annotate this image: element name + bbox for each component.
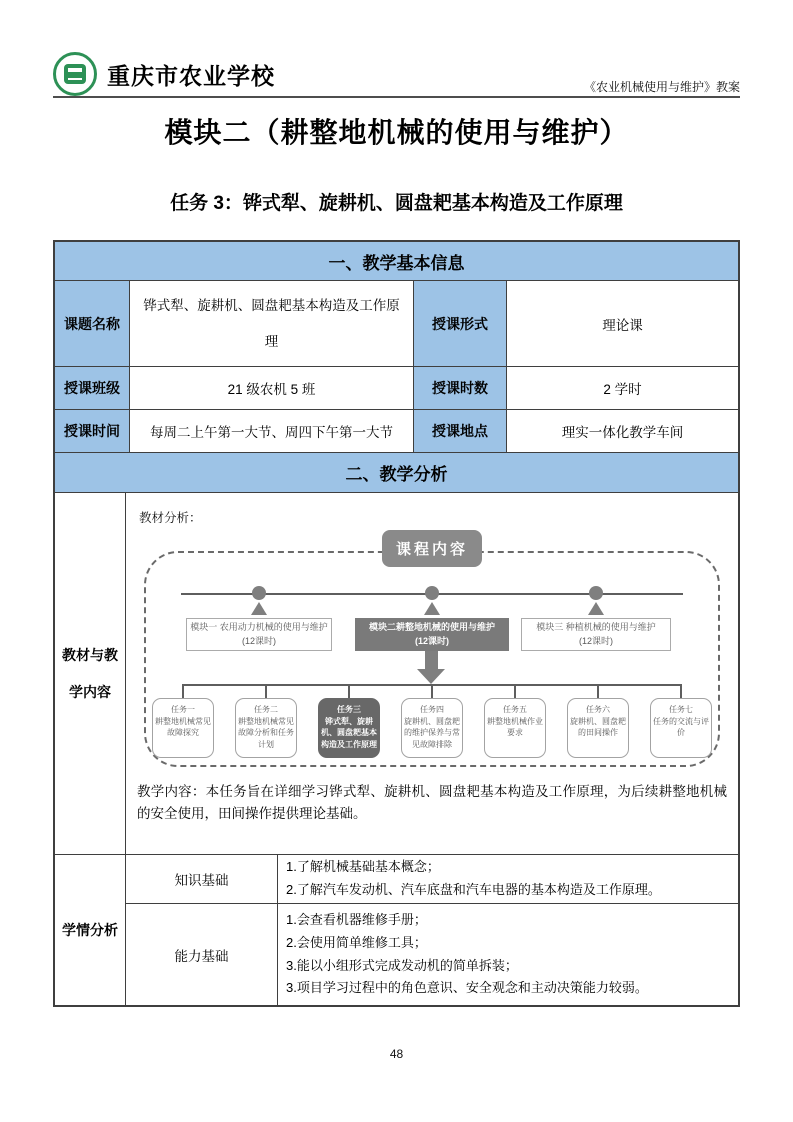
task-box-3-highlighted: 任务三 铧式犁、旋耕机、圆盘耙基本构造及工作原理 (318, 698, 380, 758)
timeline-dot (425, 586, 439, 600)
teaching-material-content (126, 493, 738, 854)
task-box-1: 任务一 耕整地机械常见故障探究 (152, 698, 214, 758)
row-value: 2 学时 (603, 382, 642, 397)
school-seal-icon (53, 52, 97, 96)
course-content-diagram (139, 530, 725, 771)
row-label: 授课形式 (414, 281, 507, 366)
school-name: 重庆市农业学校 (107, 63, 275, 89)
learner-analysis-row (55, 854, 738, 1005)
knowledge-base-label: 知识基础 (126, 855, 278, 903)
row-label: 授课时间 (55, 410, 130, 452)
page-number: 48 (389, 1047, 404, 1061)
course-book-label: 《农业机械使用与维护》教案 (583, 80, 740, 94)
arrow-up-icon (424, 602, 440, 615)
table-row (55, 409, 738, 452)
knowledge-base-content: 1.了解机械基础基本概念； 2.了解汽车发动机、汽车底盘和汽车电器的基本构造及工作原理。 (286, 859, 661, 897)
row-label: 教材与教学内容 (55, 493, 126, 854)
row-value: 理论课 (602, 317, 643, 333)
task-box-6: 任务六 旋耕机、圆盘耙的田间操作 (567, 698, 629, 758)
task-box-2: 任务二 耕整地机械常见故障分析和任务计划 (235, 698, 297, 758)
module-title: 模块二（耕整地机械的使用与维护） (164, 117, 629, 148)
section2-header: 二、教学分析 (55, 452, 738, 492)
table-row (55, 366, 738, 409)
row-label: 授课班级 (55, 367, 130, 409)
task-box-4: 任务四 旋耕机、圆盘耙的维护保养与常见故障排除 (401, 698, 463, 758)
page-header (53, 52, 740, 98)
row-label: 学情分析 (55, 855, 126, 1005)
task-box-7: 任务七 任务的交流与评价 (650, 698, 712, 758)
module-box-3: 模块三 种植机械的使用与维护 (12课时) (521, 618, 671, 651)
section1-header: 一、教学基本信息 (55, 242, 738, 280)
row-value: 21 级农机 5 班 (130, 367, 414, 409)
timeline-dot (589, 586, 603, 600)
task-box-5: 任务五 耕整地机械作业要求 (484, 698, 546, 758)
row-value: 铧式犁、旋耕机、圆盘耙基本构造及工作原理 (130, 281, 414, 366)
material-analysis-label: 教材分析： (139, 511, 202, 525)
row-label: 授课地点 (414, 410, 507, 452)
row-value: 每周二上午第一大节、周四下午第一大节 (130, 410, 414, 452)
teaching-material-row (55, 492, 738, 854)
row-value: 理实一体化教学车间 (561, 425, 684, 440)
lesson-info-table (53, 240, 740, 1007)
arrow-down-icon (425, 651, 438, 670)
teaching-content-text: 教学内容：本任务旨在详细学习铧式犁、旋耕机、圆盘耙基本构造及工作原理，为后续耕整地机械的安全使用，田间操作提供理论基础。 (137, 784, 727, 821)
task-boxes-row (152, 698, 712, 758)
task-title: 任务 3：铧式犁、旋耕机、圆盘耙基本构造及工作原理 (170, 193, 623, 214)
ability-base-label: 能力基础 (126, 903, 278, 1005)
table-row (55, 280, 738, 366)
arrow-down-icon (417, 669, 445, 684)
diagram-title: 课程内容 (382, 530, 482, 567)
module-box-2-highlighted: 模块二耕整地机械的使用与维护 (12课时) (355, 618, 509, 651)
arrow-up-icon (588, 602, 604, 615)
row-label: 课题名称 (55, 281, 130, 366)
module-box-1: 模块一 农用动力机械的使用与维护 (12课时) (186, 618, 332, 651)
arrow-up-icon (251, 602, 267, 615)
ability-base-content: 1.会查看机器维修手册； 2.会使用简单维修工具； 3.能以小组形式完成发动机的简单拆装； 3.项目学习过程中的角色意识、安全观念和主动决策能力较弱。 (278, 903, 738, 1005)
row-label: 授课时数 (414, 367, 507, 409)
timeline-dot (252, 586, 266, 600)
